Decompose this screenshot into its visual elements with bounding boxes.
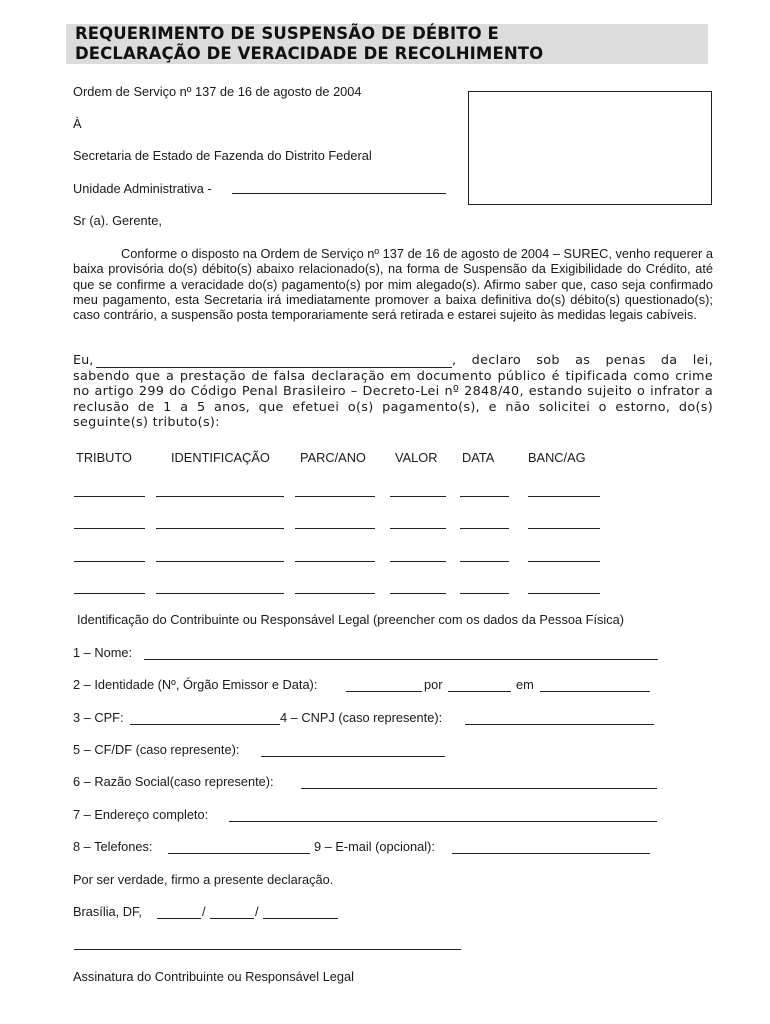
nome-label: 1 – Nome:	[73, 645, 133, 660]
identificacao-field[interactable]	[156, 593, 284, 594]
cnpj-field[interactable]	[465, 724, 654, 725]
data-field[interactable]	[460, 561, 509, 562]
eu-label: Eu,	[73, 353, 94, 368]
identificacao-field[interactable]	[156, 561, 284, 562]
identidade-data-field[interactable]	[540, 691, 650, 692]
banc-ag-field[interactable]	[528, 496, 600, 497]
identidade-em-label: em	[516, 677, 534, 692]
recipient-a: À	[73, 116, 82, 131]
unidade-label: Unidade Administrativa -	[73, 181, 212, 196]
banc-ag-field[interactable]	[528, 593, 600, 594]
email-field[interactable]	[452, 853, 650, 854]
tributo-field[interactable]	[74, 496, 145, 497]
tributo-field[interactable]	[74, 561, 145, 562]
document-title-line1: REQUERIMENTO DE SUSPENSÃO DE DÉBITO E	[75, 24, 499, 43]
col-valor: VALOR	[395, 450, 438, 465]
year-field[interactable]	[263, 918, 338, 919]
nome-field[interactable]	[144, 659, 658, 660]
cfdf-label: 5 – CF/DF (caso represente):	[73, 742, 240, 757]
parc-ano-field[interactable]	[295, 561, 375, 562]
gerente-salutation: Sr (a). Gerente,	[73, 213, 162, 228]
razao-social-field[interactable]	[301, 788, 657, 789]
parc-ano-field[interactable]	[295, 528, 375, 529]
cpf-field[interactable]	[130, 724, 280, 725]
valor-field[interactable]	[390, 561, 446, 562]
col-tributo: TRIBUTO	[76, 450, 132, 465]
date-separator: /	[255, 904, 259, 919]
col-banc-ag: BANC/AG	[528, 450, 586, 465]
date-separator: /	[202, 904, 206, 919]
col-identificacao: IDENTIFICAÇÃO	[171, 450, 270, 465]
orgao-emissor-field[interactable]	[448, 691, 511, 692]
email-label: 9 – E-mail (opcional):	[314, 839, 435, 854]
identidade-por-label: por	[424, 677, 443, 692]
data-field[interactable]	[460, 528, 509, 529]
valor-field[interactable]	[390, 593, 446, 594]
valor-field[interactable]	[390, 528, 446, 529]
tributo-field[interactable]	[74, 593, 145, 594]
request-paragraph: Conforme o disposto na Ordem de Serviço nº 137 de 16 de agosto de 2004 – SUREC, venho requerer a baixa provisória do(s) débito(s) abaixo relacionado(s), na forma de Suspensão da Exigibilidade do Crédito, até que se confirme a veracidade do(s) pagamento(s) por mim alegado(s). Afirmo saber que, caso seja confirmado meu pagamento, esta Secretaria irá imediatamente promover a baixa definitiva do(s) débito(s) questionado(s); caso contrário, a suspensão posta temporariamente será retirada e estarei sujeito às medidas legais cabíveis.	[73, 246, 713, 323]
parc-ano-field[interactable]	[295, 593, 375, 594]
valor-field[interactable]	[390, 496, 446, 497]
telefones-field[interactable]	[168, 853, 310, 854]
local-label: Brasília, DF,	[73, 904, 142, 919]
month-field[interactable]	[210, 918, 254, 919]
data-field[interactable]	[460, 496, 509, 497]
unidade-field[interactable]	[232, 193, 446, 194]
telefones-label: 8 – Telefones:	[73, 839, 153, 854]
declarant-name-field[interactable]	[96, 367, 452, 368]
endereco-label: 7 – Endereço completo:	[73, 807, 209, 822]
declaration-statement: Por ser verdade, firmo a presente declaração.	[73, 872, 334, 887]
razao-social-label: 6 – Razão Social(caso represente):	[73, 774, 274, 789]
banc-ag-field[interactable]	[528, 561, 600, 562]
protocol-stamp-box	[468, 91, 712, 205]
contributor-heading: Identificação do Contribuinte ou Responsável Legal (preencher com os dados da Pessoa Física)	[77, 612, 625, 627]
declaro-text: , declaro sob as penas da lei,	[452, 353, 713, 368]
secretaria-text: Secretaria de Estado de Fazenda do Distrito Federal	[73, 148, 372, 163]
parc-ano-field[interactable]	[295, 496, 375, 497]
identificacao-field[interactable]	[156, 528, 284, 529]
identidade-numero-field[interactable]	[346, 691, 422, 692]
identidade-label: 2 – Identidade (Nº, Órgão Emissor e Data):	[73, 677, 318, 692]
col-parc-ano: PARC/ANO	[300, 450, 366, 465]
tributo-field[interactable]	[74, 528, 145, 529]
data-field[interactable]	[460, 593, 509, 594]
signature-label: Assinatura do Contribuinte ou Responsável Legal	[73, 969, 355, 984]
banc-ag-field[interactable]	[528, 528, 600, 529]
cfdf-field[interactable]	[261, 756, 445, 757]
col-data: DATA	[462, 450, 495, 465]
signature-field[interactable]	[74, 949, 461, 950]
ordem-servico-text: Ordem de Serviço nº 137 de 16 de agosto de 2004	[73, 84, 362, 99]
document-title-line2: DECLARAÇÃO DE VERACIDADE DE RECOLHIMENTO	[75, 44, 544, 63]
declaration-paragraph: sabendo que a prestação de falsa declaração em documento público é tipificada como crime no artigo 299 do Código Penal Brasileiro – Decreto-Lei nº 2848/40, estando sujeito o infrator a reclusão de 1 a 5 anos, que efetuei o(s) pagamento(s), e não solicitei o estorno, do(s) seguinte(s) tributo(s):	[73, 369, 713, 431]
identificacao-field[interactable]	[156, 496, 284, 497]
cpf-label: 3 – CPF:	[73, 710, 124, 725]
cnpj-label: 4 – CNPJ (caso represente):	[280, 710, 443, 725]
day-field[interactable]	[157, 918, 201, 919]
endereco-field[interactable]	[229, 821, 657, 822]
